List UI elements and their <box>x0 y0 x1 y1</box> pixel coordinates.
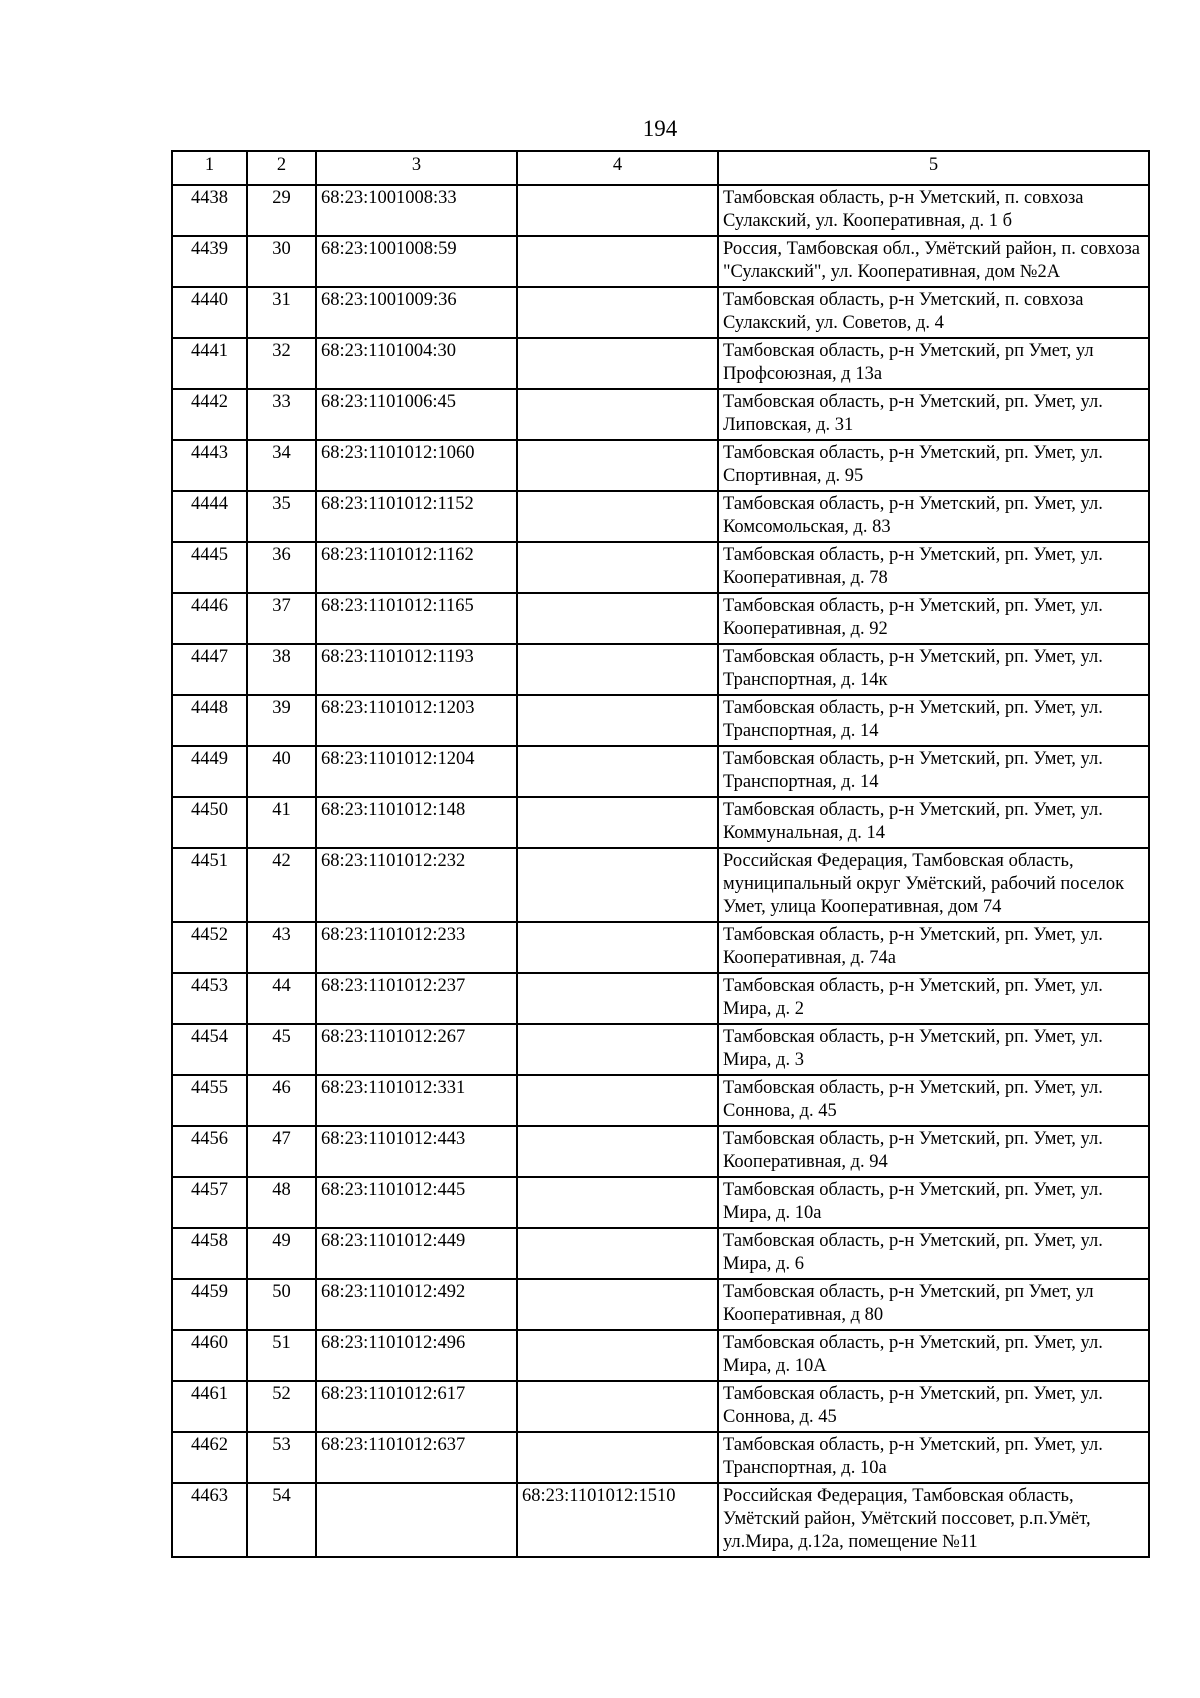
cadastral-number-cell: 68:23:1101012:148 <box>316 797 517 848</box>
cadastral-number-cell: 68:23:1001009:36 <box>316 287 517 338</box>
parent-cadastral-number-cell <box>517 593 718 644</box>
row-index-cell: 45 <box>247 1024 316 1075</box>
cadastral-number-cell: 68:23:1101012:1165 <box>316 593 517 644</box>
page-number: 194 <box>642 116 678 141</box>
cadastral-number-cell: 68:23:1001008:33 <box>316 185 517 236</box>
cadastral-number-cell: 68:23:1101012:331 <box>316 1075 517 1126</box>
row-number-cell: 4449 <box>172 746 247 797</box>
parent-cadastral-number-cell <box>517 1024 718 1075</box>
column-header: 1 <box>172 151 247 185</box>
address-cell: Тамбовская область, р-н Уметский, рп Умет, ул Профсоюзная, д 13а <box>718 338 1149 389</box>
row-number-cell: 4463 <box>172 1483 247 1557</box>
address-cell: Тамбовская область, р-н Уметский, рп. Умет, ул. Транспортная, д. 10а <box>718 1432 1149 1483</box>
address-cell: Тамбовская область, р-н Уметский, рп. Умет, ул. Липовская, д. 31 <box>718 389 1149 440</box>
cadastral-number-cell: 68:23:1101012:637 <box>316 1432 517 1483</box>
table-row <box>172 973 1149 1024</box>
table-row <box>172 848 1149 922</box>
table-row <box>172 236 1149 287</box>
row-index-cell: 30 <box>247 236 316 287</box>
cadastral-number-cell: 68:23:1101012:233 <box>316 922 517 973</box>
table-row <box>172 1483 1149 1557</box>
address-cell: Тамбовская область, р-н Уметский, рп. Умет, ул. Транспортная, д. 14 <box>718 695 1149 746</box>
row-index-cell: 41 <box>247 797 316 848</box>
address-cell: Российская Федерация, Тамбовская область, муниципальный округ Умётский, рабочий поселок Умет, улица Кооперативная, дом 74 <box>718 848 1149 922</box>
row-number-cell: 4444 <box>172 491 247 542</box>
cadastral-number-cell: 68:23:1101012:237 <box>316 973 517 1024</box>
table-row <box>172 185 1149 236</box>
parent-cadastral-number-cell <box>517 389 718 440</box>
address-cell: Тамбовская область, р-н Уметский, рп. Умет, ул. Кооперативная, д. 74а <box>718 922 1149 973</box>
column-header: 2 <box>247 151 316 185</box>
row-number-cell: 4445 <box>172 542 247 593</box>
cadastral-number-cell: 68:23:1101006:45 <box>316 389 517 440</box>
cadastral-number-cell: 68:23:1101012:1204 <box>316 746 517 797</box>
row-index-cell: 49 <box>247 1228 316 1279</box>
address-cell: Тамбовская область, р-н Уметский, рп. Умет, ул. Мира, д. 3 <box>718 1024 1149 1075</box>
row-number-cell: 4454 <box>172 1024 247 1075</box>
cadastral-number-cell: 68:23:1101012:1152 <box>316 491 517 542</box>
cadastral-number-cell: 68:23:1101012:1193 <box>316 644 517 695</box>
row-number-cell: 4446 <box>172 593 247 644</box>
row-number-cell: 4440 <box>172 287 247 338</box>
cadastral-number-cell <box>316 1483 517 1557</box>
parent-cadastral-number-cell <box>517 1126 718 1177</box>
parent-cadastral-number-cell <box>517 236 718 287</box>
table-body <box>172 185 1149 1557</box>
row-number-cell: 4453 <box>172 973 247 1024</box>
cadastral-number-cell: 68:23:1101012:1060 <box>316 440 517 491</box>
table-row <box>172 1024 1149 1075</box>
cadastral-number-cell: 68:23:1101012:267 <box>316 1024 517 1075</box>
parent-cadastral-number-cell <box>517 922 718 973</box>
row-index-cell: 50 <box>247 1279 316 1330</box>
address-cell: Тамбовская область, р-н Уметский, рп. Умет, ул. Кооперативная, д. 92 <box>718 593 1149 644</box>
row-index-cell: 40 <box>247 746 316 797</box>
address-cell: Тамбовская область, р-н Уметский, рп. Умет, ул. Мира, д. 10а <box>718 1177 1149 1228</box>
row-index-cell: 29 <box>247 185 316 236</box>
table-row <box>172 389 1149 440</box>
parent-cadastral-number-cell <box>517 440 718 491</box>
cadastral-number-cell: 68:23:1101012:496 <box>316 1330 517 1381</box>
parent-cadastral-number-cell <box>517 973 718 1024</box>
row-index-cell: 32 <box>247 338 316 389</box>
row-number-cell: 4452 <box>172 922 247 973</box>
cadastral-number-cell: 68:23:1101012:617 <box>316 1381 517 1432</box>
parent-cadastral-number-cell <box>517 338 718 389</box>
cadastral-number-cell: 68:23:1101004:30 <box>316 338 517 389</box>
table-row <box>172 746 1149 797</box>
row-index-cell: 43 <box>247 922 316 973</box>
cadastral-number-cell: 68:23:1101012:449 <box>316 1228 517 1279</box>
row-index-cell: 51 <box>247 1330 316 1381</box>
table-row <box>172 491 1149 542</box>
address-cell: Россия, Тамбовская обл., Умётский район, п. совхоза "Сулакский", ул. Кооперативная, дом №2А <box>718 236 1149 287</box>
row-number-cell: 4450 <box>172 797 247 848</box>
row-index-cell: 54 <box>247 1483 316 1557</box>
header-row <box>172 151 1149 185</box>
row-number-cell: 4451 <box>172 848 247 922</box>
table-row <box>172 1177 1149 1228</box>
row-number-cell: 4447 <box>172 644 247 695</box>
parent-cadastral-number-cell <box>517 1330 718 1381</box>
row-number-cell: 4460 <box>172 1330 247 1381</box>
row-index-cell: 39 <box>247 695 316 746</box>
table-row <box>172 797 1149 848</box>
row-number-cell: 4455 <box>172 1075 247 1126</box>
row-number-cell: 4462 <box>172 1432 247 1483</box>
row-index-cell: 42 <box>247 848 316 922</box>
parent-cadastral-number-cell <box>517 695 718 746</box>
table-row <box>172 1381 1149 1432</box>
address-cell: Тамбовская область, р-н Уметский, рп. Умет, ул. Мира, д. 6 <box>718 1228 1149 1279</box>
row-number-cell: 4443 <box>172 440 247 491</box>
column-header: 5 <box>718 151 1149 185</box>
cadastral-number-cell: 68:23:1101012:492 <box>316 1279 517 1330</box>
row-index-cell: 35 <box>247 491 316 542</box>
address-cell: Тамбовская область, р-н Уметский, п. совхоза Сулакский, ул. Советов, д. 4 <box>718 287 1149 338</box>
row-index-cell: 53 <box>247 1432 316 1483</box>
row-index-cell: 47 <box>247 1126 316 1177</box>
row-number-cell: 4458 <box>172 1228 247 1279</box>
address-cell: Тамбовская область, р-н Уметский, рп. Умет, ул. Комсомольская, д. 83 <box>718 491 1149 542</box>
row-number-cell: 4457 <box>172 1177 247 1228</box>
parent-cadastral-number-cell <box>517 1279 718 1330</box>
parent-cadastral-number-cell <box>517 185 718 236</box>
row-number-cell: 4439 <box>172 236 247 287</box>
row-index-cell: 38 <box>247 644 316 695</box>
table-row <box>172 287 1149 338</box>
parent-cadastral-number-cell <box>517 287 718 338</box>
cadastral-number-cell: 68:23:1001008:59 <box>316 236 517 287</box>
table-row <box>172 593 1149 644</box>
address-cell: Тамбовская область, р-н Уметский, рп. Умет, ул. Мира, д. 10А <box>718 1330 1149 1381</box>
address-cell: Российская Федерация, Тамбовская область, Умётский район, Умётский поссовет, р.п.Умёт, ул.Мира, д.12а, помещение №11 <box>718 1483 1149 1557</box>
parent-cadastral-number-cell: 68:23:1101012:1510 <box>517 1483 718 1557</box>
address-cell: Тамбовская область, р-н Уметский, рп. Умет, ул. Мира, д. 2 <box>718 973 1149 1024</box>
table-row <box>172 542 1149 593</box>
row-index-cell: 37 <box>247 593 316 644</box>
parent-cadastral-number-cell <box>517 848 718 922</box>
parent-cadastral-number-cell <box>517 491 718 542</box>
cadastral-number-cell: 68:23:1101012:232 <box>316 848 517 922</box>
parent-cadastral-number-cell <box>517 644 718 695</box>
row-number-cell: 4456 <box>172 1126 247 1177</box>
parent-cadastral-number-cell <box>517 1381 718 1432</box>
table-row <box>172 695 1149 746</box>
row-index-cell: 31 <box>247 287 316 338</box>
address-cell: Тамбовская область, р-н Уметский, рп. Умет, ул. Соннова, д. 45 <box>718 1381 1149 1432</box>
address-cell: Тамбовская область, р-н Уметский, рп. Умет, ул. Соннова, д. 45 <box>718 1075 1149 1126</box>
property-table <box>171 150 1150 1558</box>
row-index-cell: 52 <box>247 1381 316 1432</box>
parent-cadastral-number-cell <box>517 797 718 848</box>
address-cell: Тамбовская область, р-н Уметский, рп. Умет, ул. Транспортная, д. 14к <box>718 644 1149 695</box>
row-index-cell: 34 <box>247 440 316 491</box>
row-index-cell: 48 <box>247 1177 316 1228</box>
row-number-cell: 4438 <box>172 185 247 236</box>
address-cell: Тамбовская область, р-н Уметский, рп. Умет, ул. Транспортная, д. 14 <box>718 746 1149 797</box>
parent-cadastral-number-cell <box>517 1228 718 1279</box>
address-cell: Тамбовская область, р-н Уметский, рп. Умет, ул. Кооперативная, д. 78 <box>718 542 1149 593</box>
table-row <box>172 644 1149 695</box>
row-index-cell: 33 <box>247 389 316 440</box>
parent-cadastral-number-cell <box>517 1432 718 1483</box>
cadastral-number-cell: 68:23:1101012:443 <box>316 1126 517 1177</box>
table-row <box>172 1075 1149 1126</box>
table-row <box>172 1432 1149 1483</box>
table-row <box>172 440 1149 491</box>
table-row <box>172 1330 1149 1381</box>
cadastral-number-cell: 68:23:1101012:445 <box>316 1177 517 1228</box>
row-index-cell: 36 <box>247 542 316 593</box>
column-header: 3 <box>316 151 517 185</box>
row-index-cell: 46 <box>247 1075 316 1126</box>
row-number-cell: 4448 <box>172 695 247 746</box>
table-row <box>172 1126 1149 1177</box>
column-header: 4 <box>517 151 718 185</box>
address-cell: Тамбовская область, р-н Уметский, рп. Умет, ул. Коммунальная, д. 14 <box>718 797 1149 848</box>
row-index-cell: 44 <box>247 973 316 1024</box>
parent-cadastral-number-cell <box>517 746 718 797</box>
row-number-cell: 4459 <box>172 1279 247 1330</box>
address-cell: Тамбовская область, р-н Уметский, рп. Умет, ул. Кооперативная, д. 94 <box>718 1126 1149 1177</box>
table-row <box>172 338 1149 389</box>
cadastral-number-cell: 68:23:1101012:1203 <box>316 695 517 746</box>
row-number-cell: 4461 <box>172 1381 247 1432</box>
row-number-cell: 4441 <box>172 338 247 389</box>
cadastral-number-cell: 68:23:1101012:1162 <box>316 542 517 593</box>
parent-cadastral-number-cell <box>517 542 718 593</box>
table-row <box>172 922 1149 973</box>
parent-cadastral-number-cell <box>517 1177 718 1228</box>
table-row <box>172 1228 1149 1279</box>
address-cell: Тамбовская область, р-н Уметский, рп Умет, ул Кооперативная, д 80 <box>718 1279 1149 1330</box>
row-number-cell: 4442 <box>172 389 247 440</box>
address-cell: Тамбовская область, р-н Уметский, п. совхоза Сулакский, ул. Кооперативная, д. 1 б <box>718 185 1149 236</box>
parent-cadastral-number-cell <box>517 1075 718 1126</box>
address-cell: Тамбовская область, р-н Уметский, рп. Умет, ул. Спортивная, д. 95 <box>718 440 1149 491</box>
table-row <box>172 1279 1149 1330</box>
